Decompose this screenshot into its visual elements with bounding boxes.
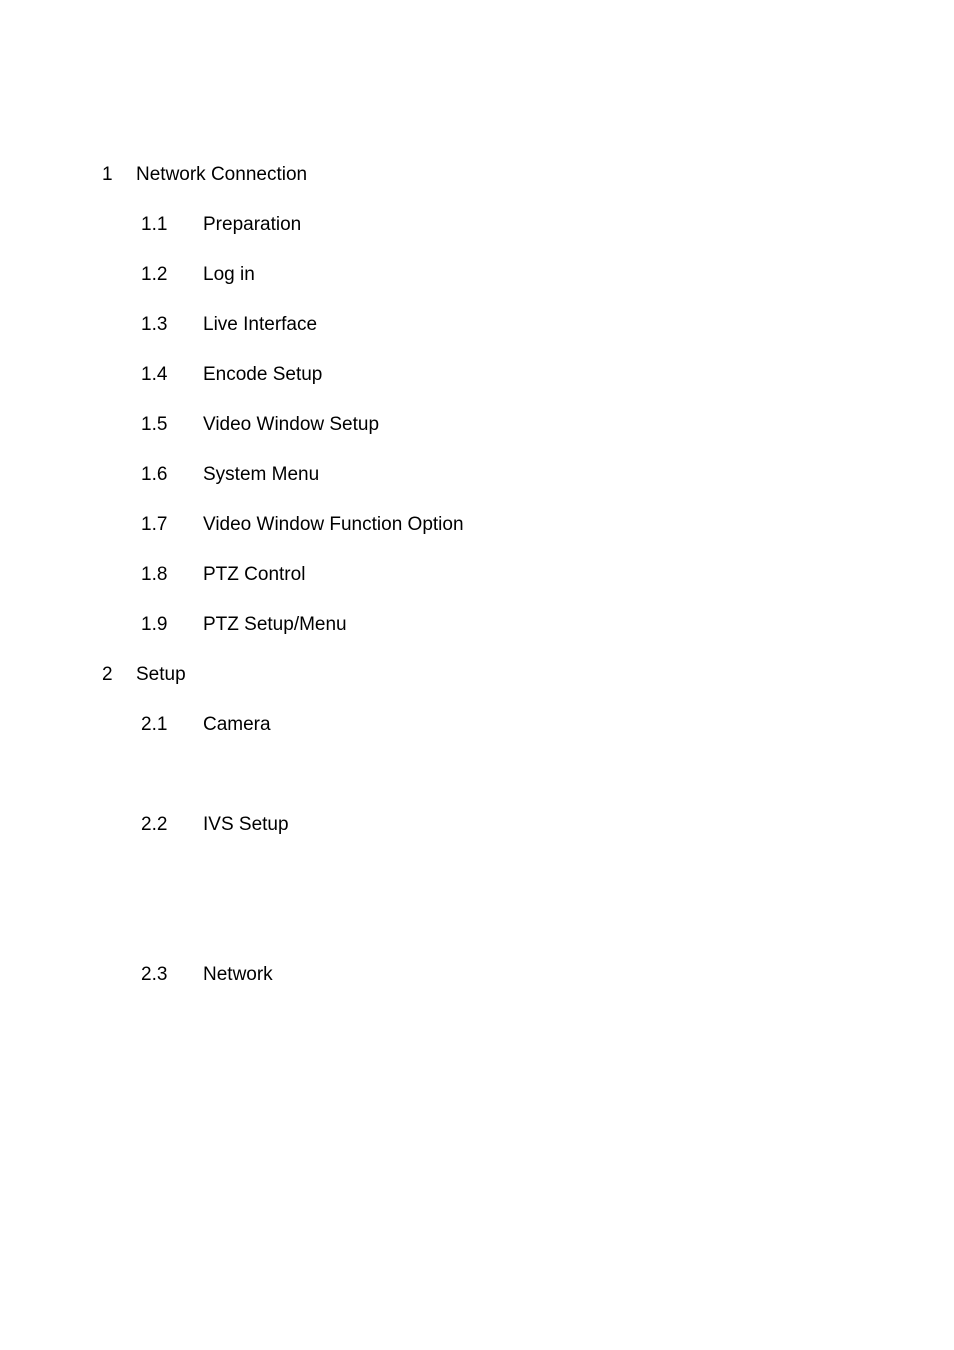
toc-entry-number: 1.3 — [141, 314, 168, 335]
toc-entry-title: Camera — [203, 714, 271, 735]
toc-entry-title: Live Interface — [203, 314, 318, 335]
toc-entry-title: Network Connection — [136, 164, 308, 185]
toc-entry-number: 1.9 — [141, 614, 168, 635]
toc-entry-title: Network — [203, 964, 273, 985]
toc-entry-number: 2 — [102, 664, 113, 685]
toc-entry-number: 2.1 — [141, 714, 168, 735]
toc-entry-number: 2.2 — [141, 814, 168, 835]
toc-entry-number: 1.6 — [141, 464, 168, 485]
toc-entry-title: Video Window Function Option — [203, 514, 464, 535]
toc-entry-title: System Menu — [203, 464, 320, 485]
toc-entry-number: 1.7 — [141, 514, 168, 535]
toc-entry-title: Log in — [203, 264, 255, 285]
toc-entry-title: IVS Setup — [203, 814, 289, 835]
toc-entry-number: 1.8 — [141, 564, 168, 585]
toc-entry-title: Preparation — [203, 214, 302, 235]
toc-entry-number: 1.1 — [141, 214, 168, 235]
toc-entry-number: 1.4 — [141, 364, 168, 385]
toc-entry-number: 1.2 — [141, 264, 168, 285]
toc-entry-title: PTZ Control — [203, 564, 306, 585]
toc-entry-title: Encode Setup — [203, 364, 323, 385]
toc-entry-number: 1.5 — [141, 414, 168, 435]
toc-entry-number: 2.3 — [141, 964, 168, 985]
toc-entry-title: PTZ Setup/Menu — [203, 614, 347, 635]
toc-entry-title: Video Window Setup — [203, 414, 380, 435]
toc-entry-title: Setup — [136, 664, 186, 685]
toc-entry-number: 1 — [102, 164, 113, 185]
